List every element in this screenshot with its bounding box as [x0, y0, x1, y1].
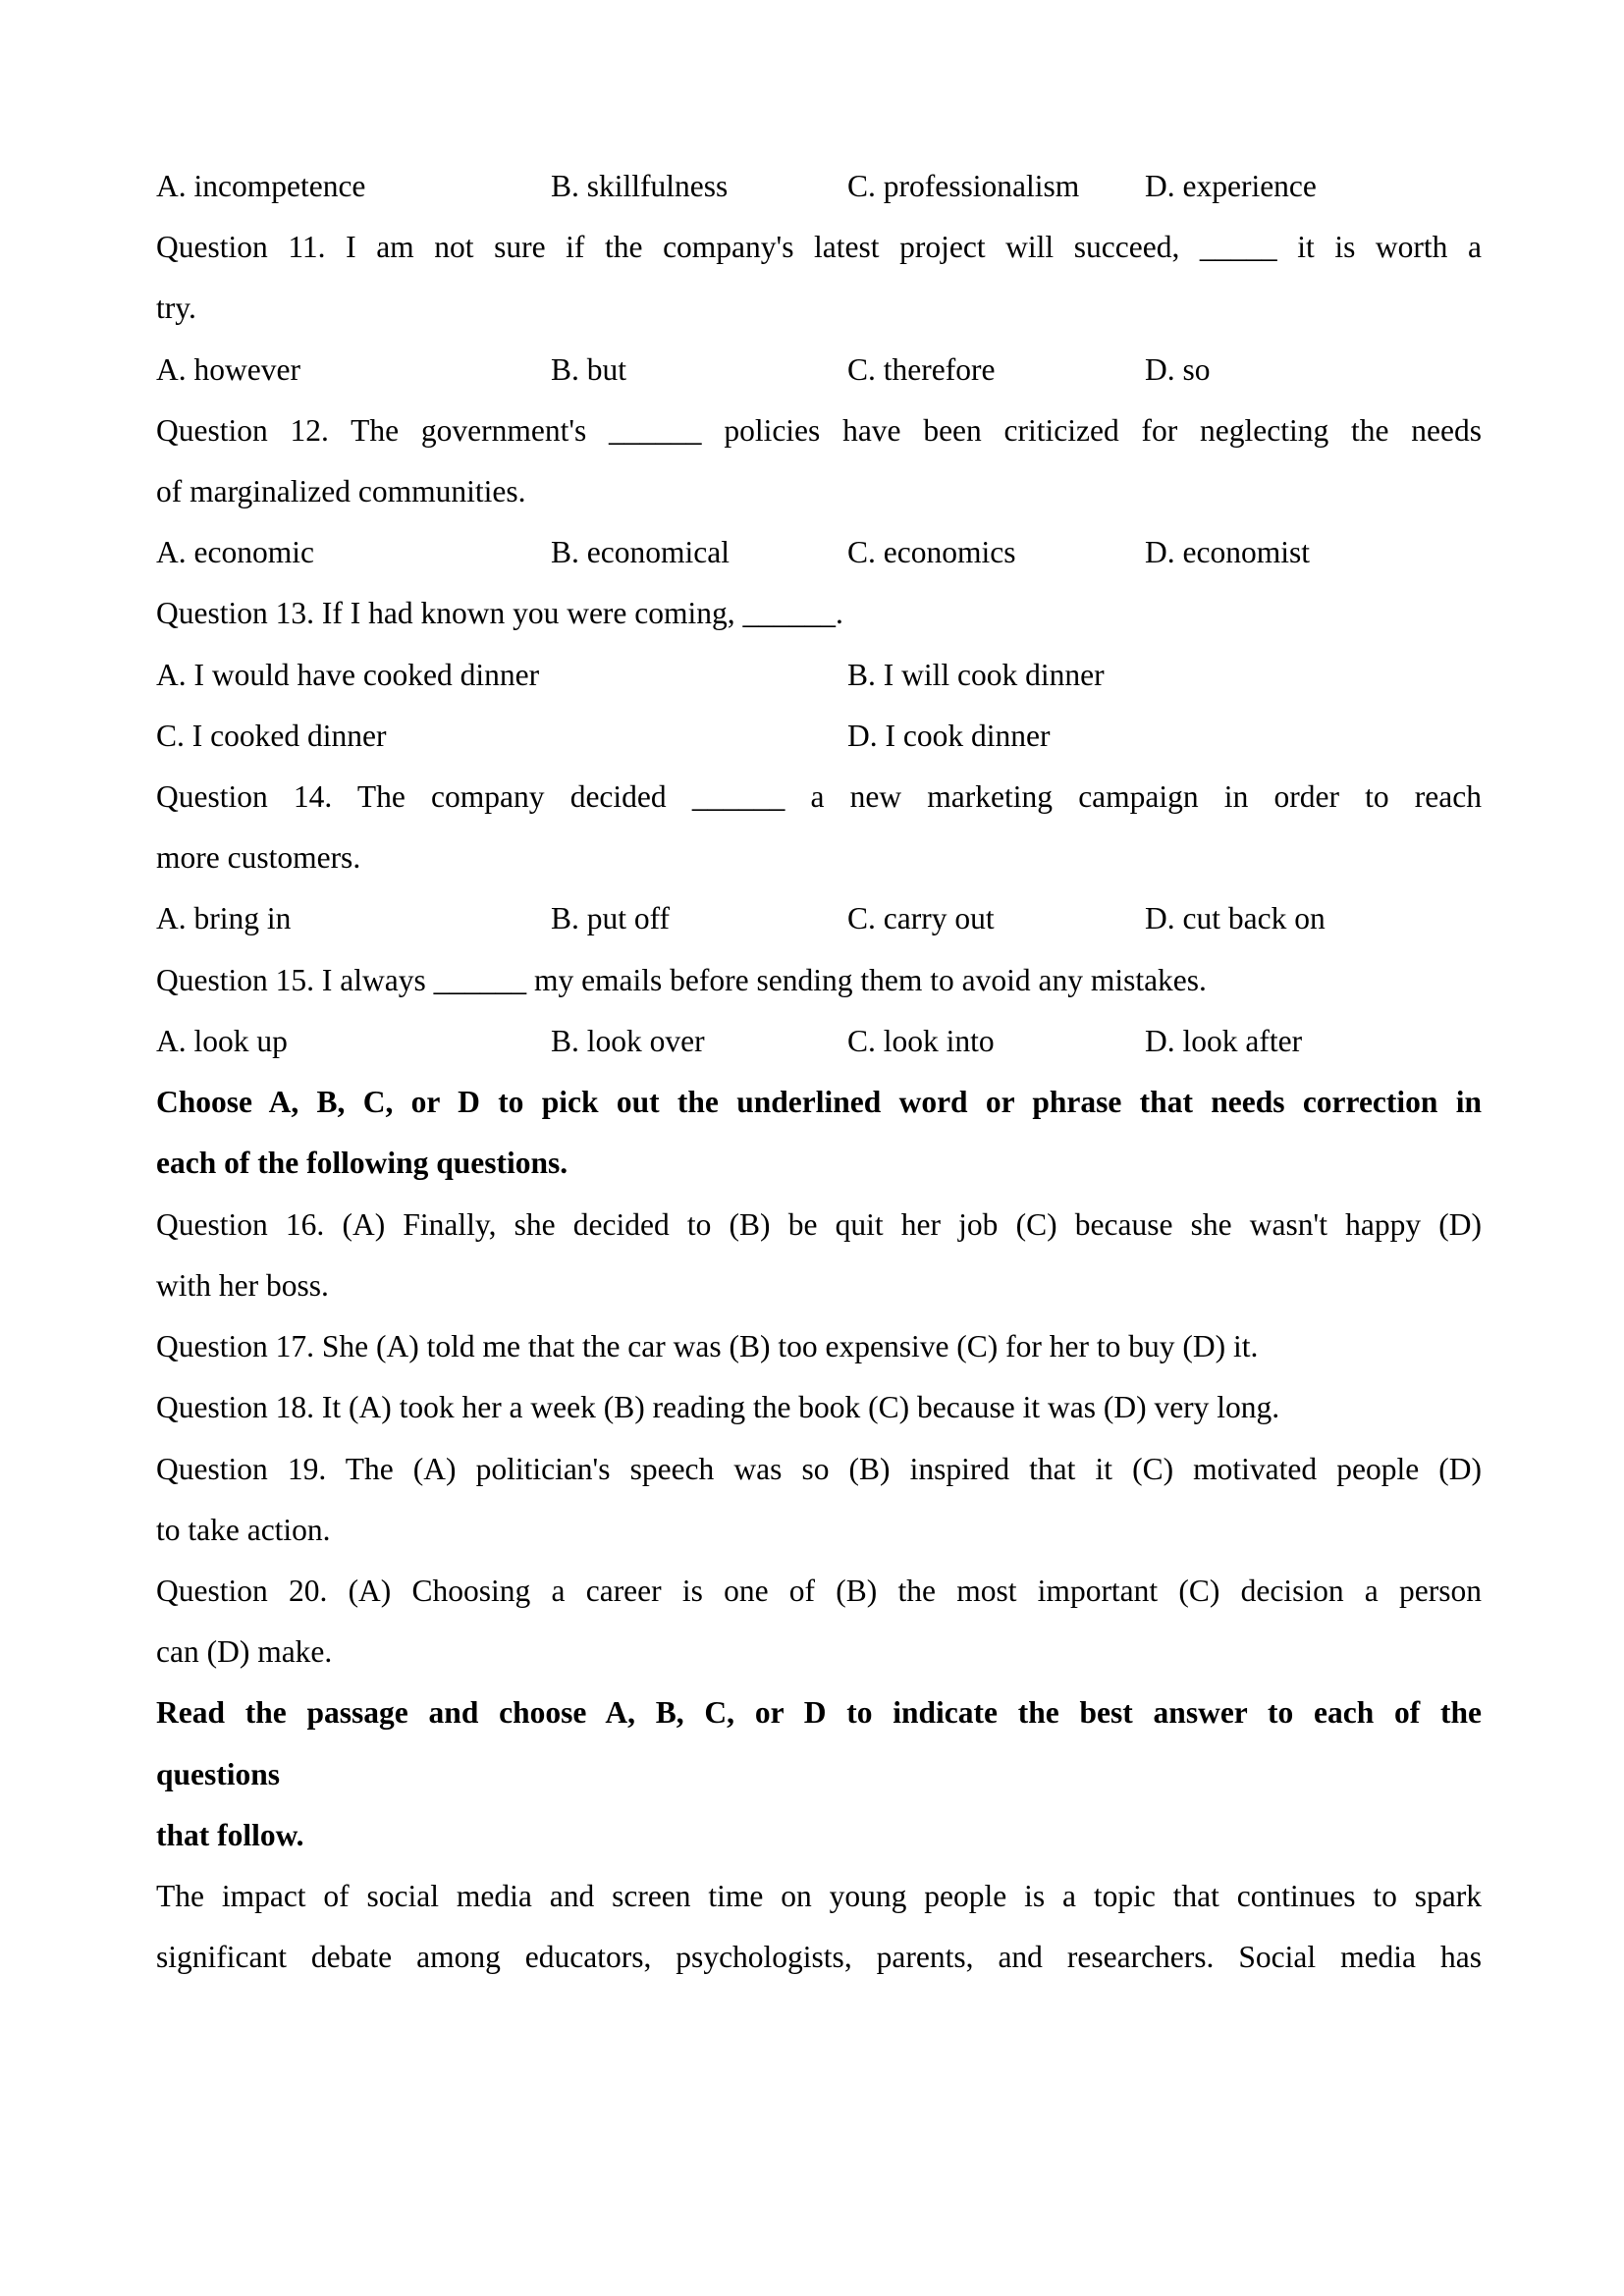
q15-stem: Question 15. I always ______ my emails before sending them to avoid any mistakes.	[156, 963, 1207, 997]
q13-options-ab	[156, 645, 1482, 706]
q20-line2: can (D) make.	[156, 1634, 333, 1669]
q12-option-d: D. economist	[1145, 535, 1310, 569]
q11-stem-line1: Question 11. I am not sure if the company's latest project will succeed, _____ it is worth a	[156, 230, 1482, 264]
q14-option-d: D. cut back on	[1145, 901, 1326, 935]
section-error-heading-line2: each of the following questions.	[156, 1146, 568, 1180]
q11-options	[156, 340, 1482, 400]
q19-line1: Question 19. The (A) politician's speech was so (B) inspired that it (C) motivated people (D)	[156, 1452, 1482, 1486]
q19-line2: to take action.	[156, 1513, 331, 1547]
q17-line: Question 17. She (A) told me that the car was (B) too expensive (C) for her to buy (D) it.	[156, 1329, 1259, 1363]
section-reading-heading-line2: questions	[156, 1757, 281, 1791]
q12-option-a: A. economic	[156, 535, 314, 569]
q12-option-b: B. economical	[551, 535, 730, 569]
q20-line1: Question 20. (A) Choosing a career is one of (B) the most important (C) decision a person	[156, 1574, 1482, 1608]
q15-option-a: A. look up	[156, 1024, 288, 1058]
q13-option-c: C. I cooked dinner	[156, 719, 387, 753]
q16-line2: with her boss.	[156, 1268, 329, 1303]
q12-options	[156, 522, 1482, 583]
q15-option-b: B. look over	[551, 1024, 705, 1058]
q14-stem-line2: more customers.	[156, 840, 361, 875]
q14-option-c: C. carry out	[847, 901, 995, 935]
q18-line: Question 18. It (A) took her a week (B) reading the book (C) because it was (D) very long.	[156, 1390, 1280, 1424]
q13-stem: Question 13. If I had known you were coming, ______.	[156, 596, 843, 630]
q14-option-a: A. bring in	[156, 901, 292, 935]
q15-option-c: C. look into	[847, 1024, 995, 1058]
q14-option-b: B. put off	[551, 901, 671, 935]
q14-stem-line1: Question 14. The company decided ______ a new marketing campaign in order to reach	[156, 779, 1482, 814]
q13-option-d: D. I cook dinner	[847, 719, 1051, 753]
q16-line1: Question 16. (A) Finally, she decided to (B) be quit her job (C) because she wasn't happy (D)	[156, 1207, 1482, 1242]
q13-option-a: A. I would have cooked dinner	[156, 658, 540, 692]
q11-stem-line2: try.	[156, 291, 196, 325]
q10-options	[156, 156, 1482, 217]
q10-option-d: D. experience	[1145, 169, 1317, 203]
q15-option-d: D. look after	[1145, 1024, 1303, 1058]
section-reading-heading-line1: Read the passage and choose A, B, C, or D to indicate the best answer to each of the	[156, 1695, 1482, 1730]
q11-option-c: C. therefore	[847, 352, 996, 387]
q14-options	[156, 888, 1482, 949]
q11-option-b: B. but	[551, 352, 627, 387]
passage-line1: The impact of social media and screen time on young people is a topic that continues to spark	[156, 1879, 1482, 1913]
q12-stem-line2: of marginalized communities.	[156, 474, 526, 508]
section-reading-heading-line3: that follow.	[156, 1818, 304, 1852]
section-error-heading-line1: Choose A, B, C, or D to pick out the underlined word or phrase that needs correction in	[156, 1085, 1482, 1119]
q11-option-a: A. however	[156, 352, 300, 387]
q12-option-c: C. economics	[847, 535, 1016, 569]
q10-option-c: C. professionalism	[847, 169, 1080, 203]
q13-option-b: B. I will cook dinner	[847, 658, 1105, 692]
q13-options-cd	[156, 706, 1482, 767]
q10-option-a: A. incompetence	[156, 169, 366, 203]
q12-stem-line1: Question 12. The government's ______ policies have been criticized for neglecting the needs	[156, 413, 1482, 448]
q11-option-d: D. so	[1145, 352, 1211, 387]
q15-options	[156, 1011, 1482, 1072]
passage-line2: significant debate among educators, psychologists, parents, and researchers. Social media has	[156, 1940, 1482, 1974]
q10-option-b: B. skillfulness	[551, 169, 729, 203]
